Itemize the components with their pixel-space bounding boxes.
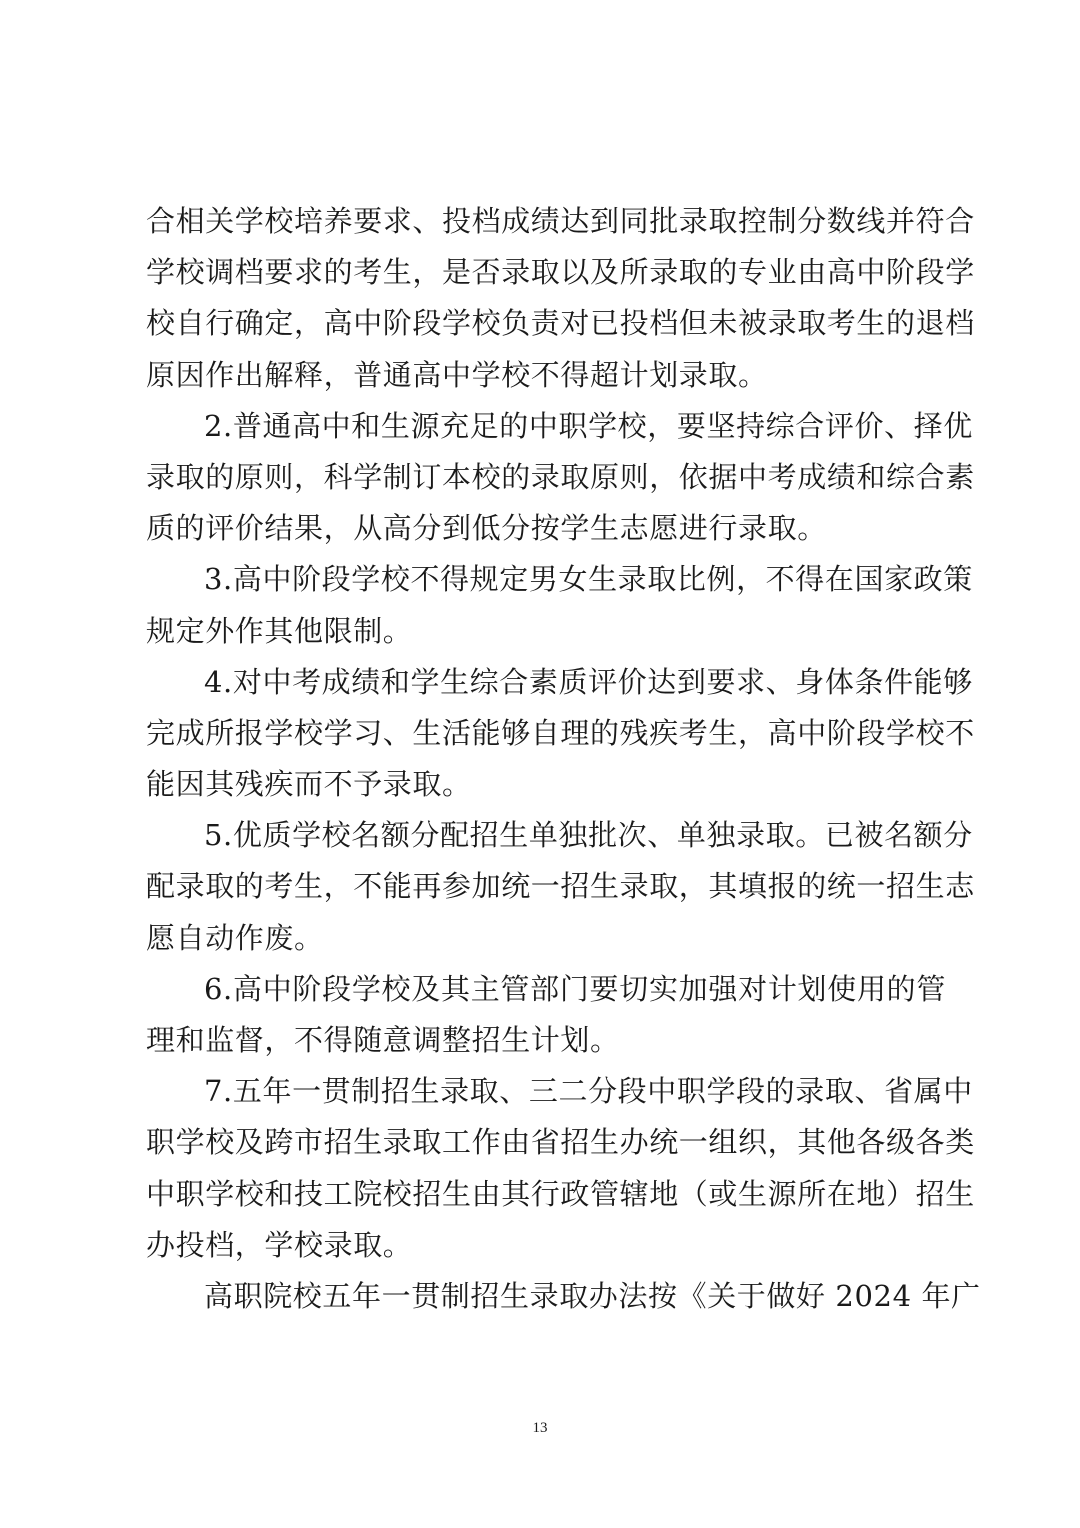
text-line: 校自行确定，高中阶段学校负责对已投档但未被录取考生的退档 — [146, 306, 975, 341]
paragraph — [146, 401, 975, 555]
body-text — [146, 196, 981, 1322]
text-line: 能因其残疾而不予录取。 — [146, 767, 472, 802]
text-line: 规定外作其他限制。 — [146, 613, 413, 648]
text-line: 职学校及跨市招生录取工作由省招生办统一组织，其他各级各类 — [146, 1125, 975, 1160]
page-number: 13 — [532, 1420, 548, 1436]
text-line: 中职学校和技工院校招生由其行政管辖地（或生源所在地）招生 — [146, 1176, 975, 1211]
text-line: 原因作出解释，普通高中学校不得超计划录取。 — [146, 357, 768, 392]
text-line: 高职院校五年一贯制招生录取办法按《关于做好 2024 年广 — [204, 1278, 981, 1313]
text-line: 录取的原则，科学制订本校的录取原则，依据中考成绩和综合素 — [146, 459, 975, 494]
text-line: 完成所报学校学习、生活能够自理的残疾考生，高中阶段学校不 — [146, 715, 975, 750]
paragraph — [146, 657, 975, 811]
text-line: 办投档，学校录取。 — [146, 1227, 413, 1262]
paragraph — [146, 1271, 981, 1322]
text-line: 5.优质学校名额分配招生单独批次、单独录取。已被名额分 — [204, 818, 973, 853]
text-line: 4.对中考成绩和学生综合素质评价达到要求、身体条件能够 — [204, 664, 973, 699]
text-line: 7.五年一贯制招生录取、三二分段中职学段的录取、省属中 — [204, 1074, 973, 1109]
text-line: 合相关学校培养要求、投档成绩达到同批录取控制分数线并符合 — [146, 204, 975, 238]
paragraph — [146, 810, 975, 964]
text-line: 3.高中阶段学校不得规定男女生录取比例，不得在国家政策 — [204, 562, 973, 597]
text-line: 理和监督，不得随意调整招生计划。 — [146, 1023, 620, 1057]
paragraph — [146, 554, 973, 656]
text-line: 配录取的考生，不能再参加统一招生录取，其填报的统一招生志 — [146, 869, 975, 904]
text-line: 愿自动作废。 — [146, 920, 324, 955]
paragraph — [146, 196, 975, 401]
text-line: 质的评价结果，从高分到低分按学生志愿进行录取。 — [146, 511, 827, 546]
paragraph — [146, 1066, 975, 1271]
text-line: 6.高中阶段学校及其主管部门要切实加强对计划使用的管 — [204, 971, 946, 1006]
paragraph — [146, 964, 946, 1066]
text-line: 学校调档要求的考生，是否录取以及所录取的专业由高中阶段学 — [146, 255, 975, 290]
text-line: 2.普通高中和生源充足的中职学校，要坚持综合评价、择优 — [204, 408, 973, 443]
